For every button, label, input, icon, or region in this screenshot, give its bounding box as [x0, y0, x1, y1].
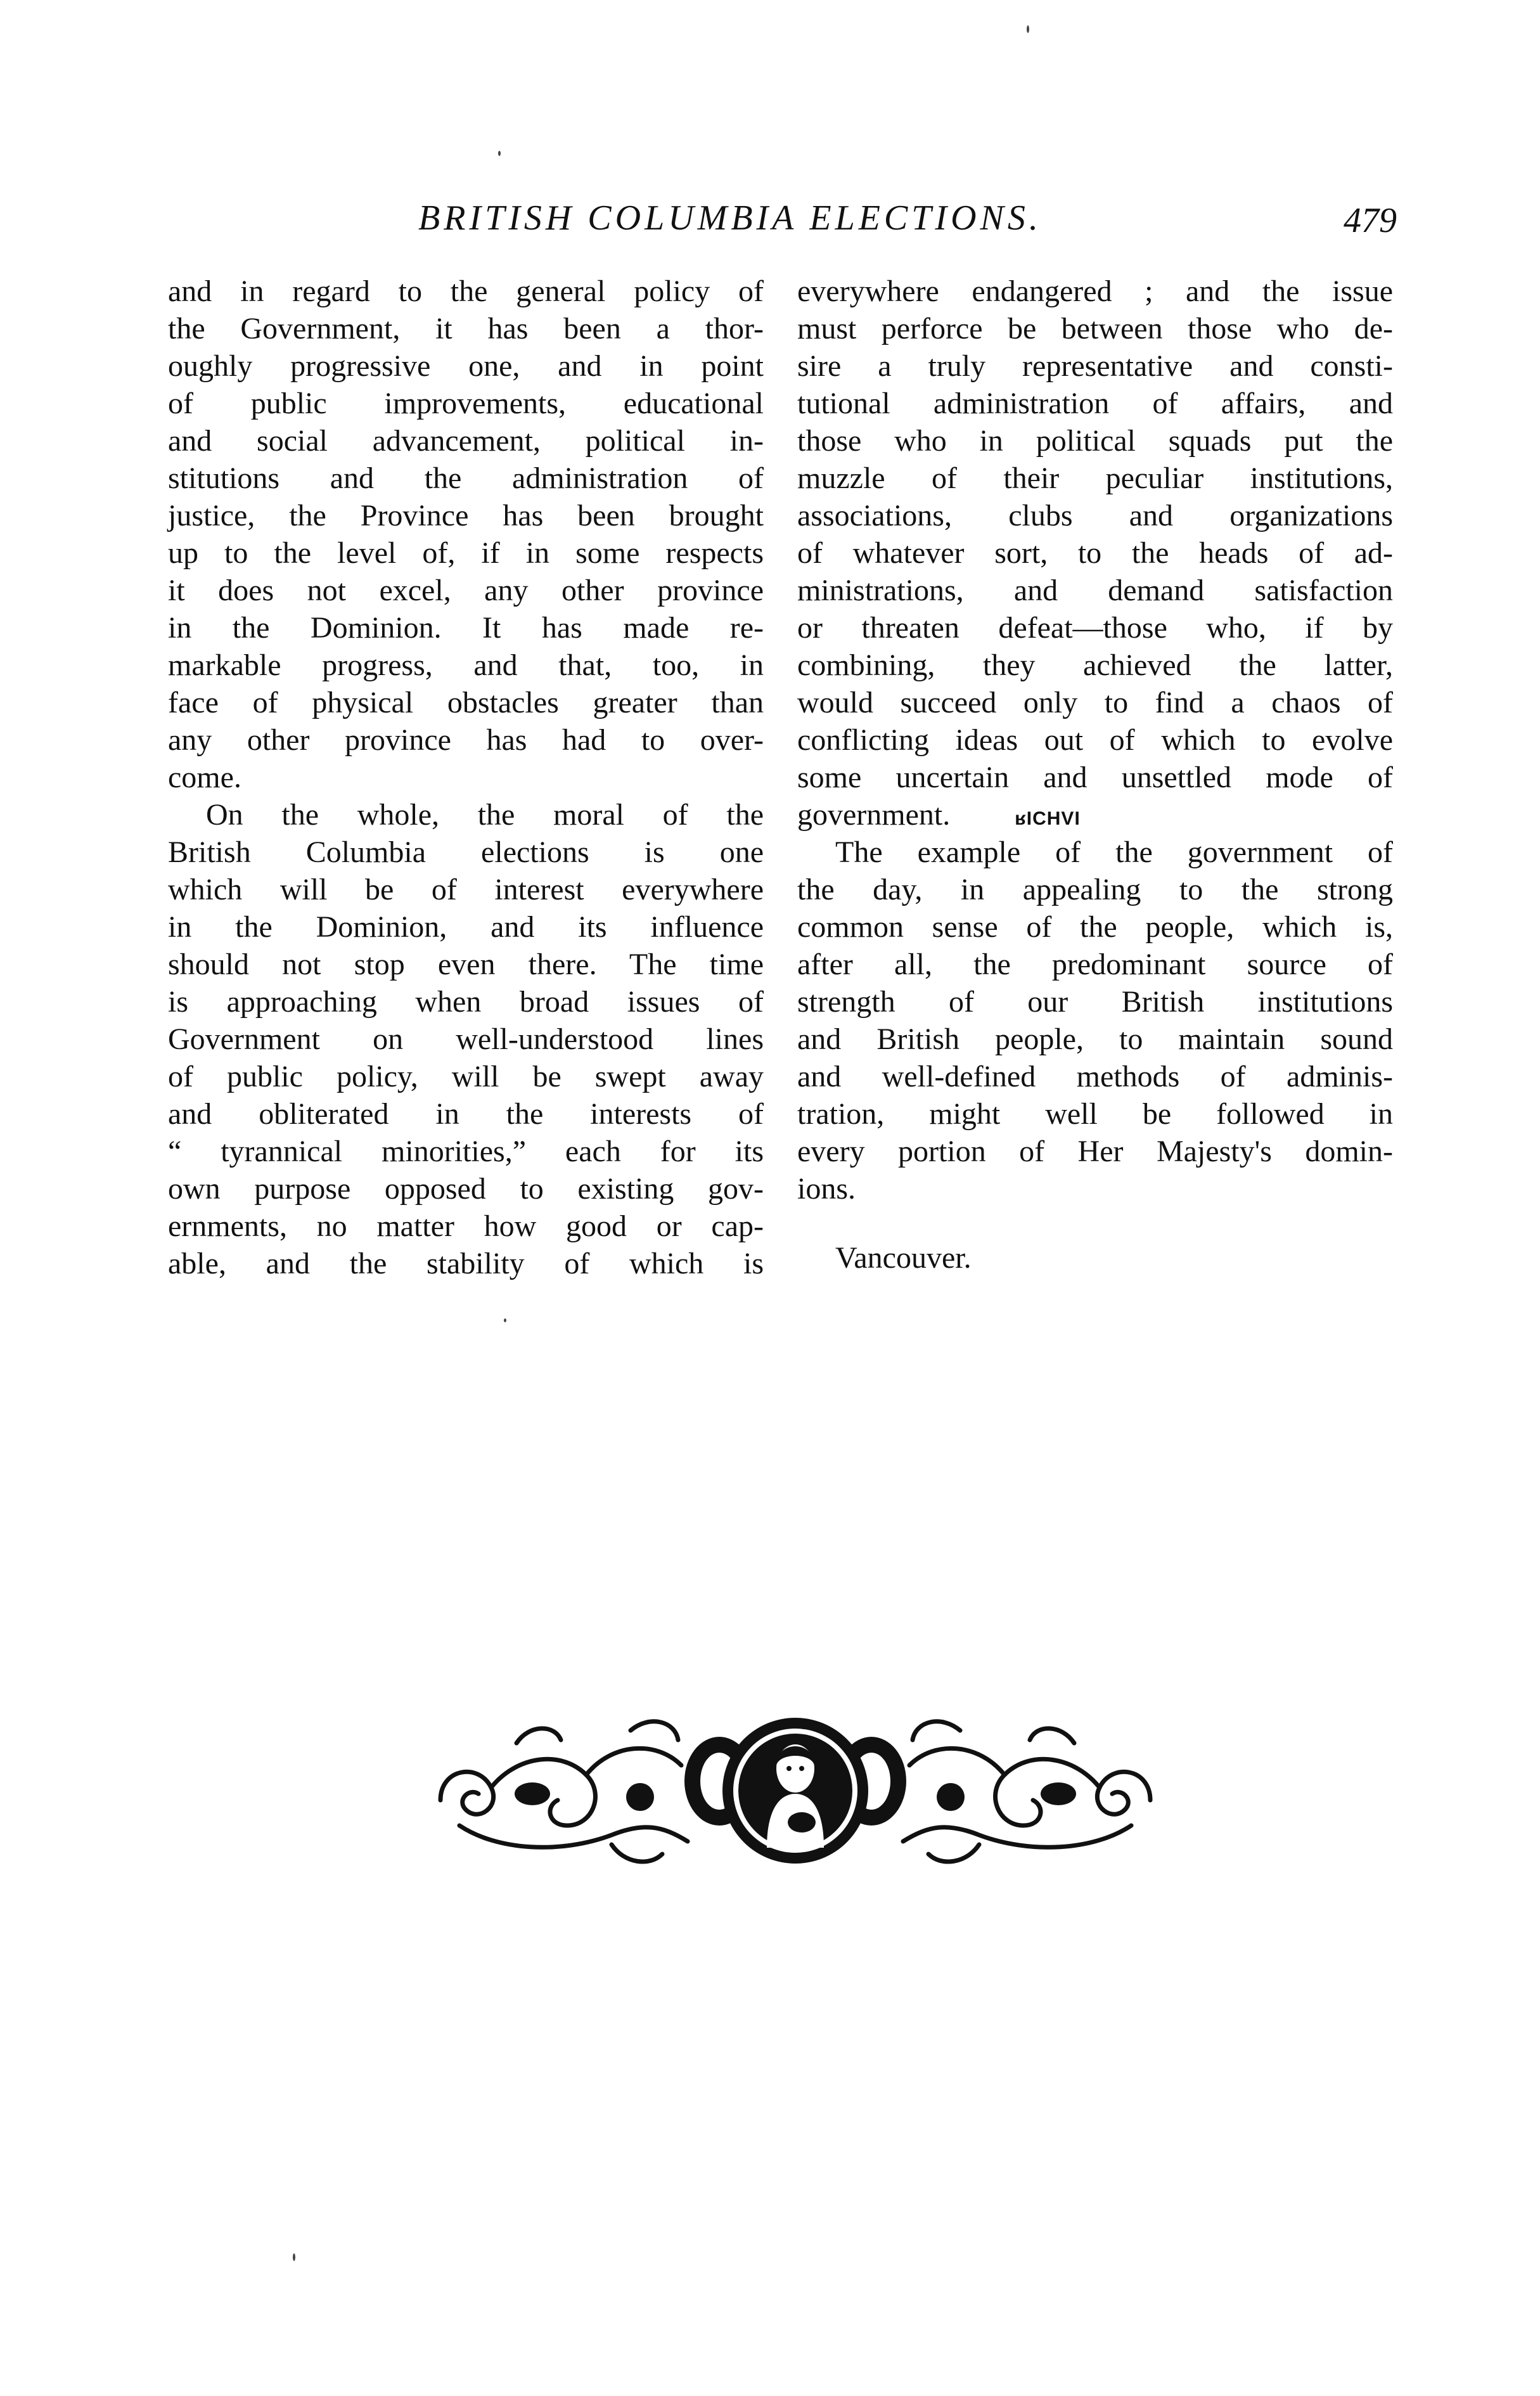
text-line: able, and the stability of which is [168, 1247, 764, 1280]
text-line: associations, clubs and organizations [797, 499, 1393, 532]
text-line: ministrations, and demand satisfaction [797, 574, 1393, 607]
scan-speck [498, 151, 501, 156]
text-line: strength of our British institutions [797, 985, 1393, 1019]
text-line: Government on well-understood lines [168, 1022, 764, 1056]
text-line: after all, the predominant source of [797, 948, 1393, 981]
text-line: sire a truly representative and consti- [797, 349, 1393, 383]
text-line: and well-defined methods of adminis- [797, 1060, 1393, 1093]
scan-speck [293, 2253, 295, 2261]
stamp-mark: ʁICHVI [1015, 808, 1081, 829]
text-line: and obliterated in the interests of [168, 1097, 764, 1131]
text-line: or threaten defeat—those who, if by [797, 611, 1393, 645]
text-line: the Government, it has been a thor- [168, 312, 764, 345]
text-line: the day, in appealing to the strong [797, 873, 1393, 906]
text-line: “ tyrannical minorities,” each for its [168, 1135, 764, 1168]
right-column [797, 273, 1393, 1277]
text-line: of public improvements, educational [168, 387, 764, 420]
page-number: 479 [1344, 201, 1397, 240]
text-line: of public policy, will be swept away [168, 1060, 764, 1093]
text-line: in the Dominion. It has made re- [168, 611, 764, 645]
text-line: British Columbia elections is one [168, 835, 764, 869]
text-line: should not stop even there. The time [168, 948, 764, 981]
text-line-with-mark [797, 796, 1393, 834]
text-line: own purpose opposed to existing gov- [168, 1172, 764, 1206]
scan-speck [1027, 25, 1029, 33]
text-line: is approaching when broad issues of [168, 985, 764, 1019]
text-line: government. [797, 798, 951, 832]
text-line: of whatever sort, to the heads of ad- [797, 536, 1393, 570]
text-line: some uncertain and unsettled mode of [797, 761, 1393, 794]
text-line: every portion of Her Majesty's domin- [797, 1135, 1393, 1168]
text-line: in the Dominion, and its influence [168, 910, 764, 944]
tailpiece-ornament-icon [421, 1705, 1169, 1876]
left-column [168, 273, 764, 1282]
text-line: markable progress, and that, too, in [168, 648, 764, 682]
text-line: and British people, to maintain sound [797, 1022, 1393, 1056]
text-line: common sense of the people, which is, [797, 910, 1393, 944]
text-line: everywhere endangered ; and the issue [797, 274, 1393, 308]
text-line: muzzle of their peculiar institutions, [797, 461, 1393, 495]
text-line: up to the level of, if in some respects [168, 536, 764, 570]
text-line: justice, the Province has been brought [168, 499, 764, 532]
text-line: conflicting ideas out of which to evolve [797, 723, 1393, 757]
text-line: ions. [797, 1172, 856, 1206]
text-line: and social advancement, political in- [168, 424, 764, 458]
text-line: stitutions and the administration of [168, 461, 764, 495]
text-line: come. [168, 761, 241, 794]
signoff-place: Vancouver. [835, 1241, 972, 1275]
text-line: oughly progressive one, and in point [168, 349, 764, 383]
text-line: which will be of interest everywhere [168, 873, 764, 906]
text-line: tutional administration of affairs, and [797, 387, 1393, 420]
text-line: face of physical obstacles greater than [168, 686, 764, 719]
paragraph-start-line: The example of the government of [835, 835, 1393, 869]
text-line: any other province has had to over- [168, 723, 764, 757]
text-line: it does not excel, any other province [168, 574, 764, 607]
text-line: combining, they achieved the latter, [797, 648, 1393, 682]
paragraph-start-line: On the whole, the moral of the [206, 798, 764, 832]
text-line: ernments, no matter how good or cap- [168, 1209, 764, 1243]
text-line: and in regard to the general policy of [168, 274, 764, 308]
scan-speck [504, 1318, 506, 1322]
running-head: BRITISH COLUMBIA ELECTIONS. [418, 198, 1042, 238]
text-line: tration, might well be followed in [797, 1097, 1393, 1131]
text-line: those who in political squads put the [797, 424, 1393, 458]
text-line: must perforce be between those who de- [797, 312, 1393, 345]
text-line: would succeed only to find a chaos of [797, 686, 1393, 719]
